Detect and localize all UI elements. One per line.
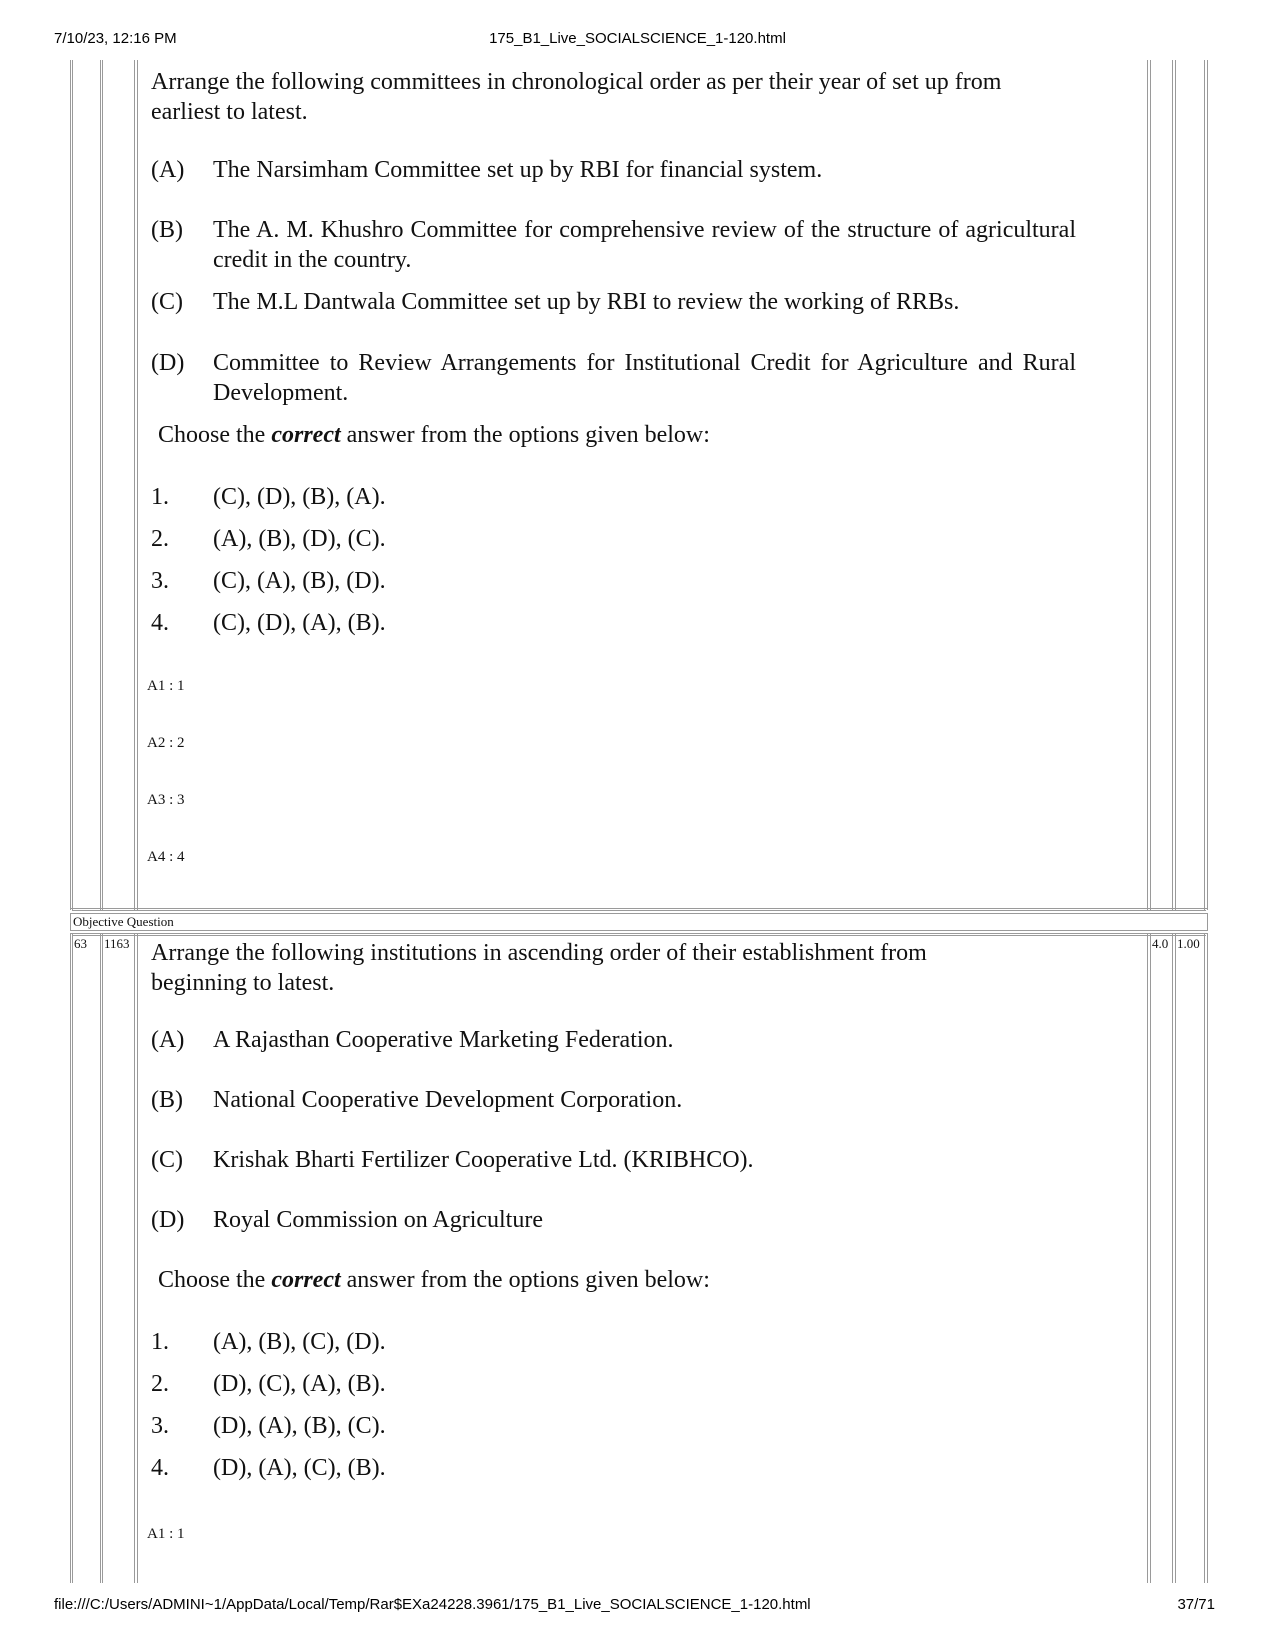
choose-text: Choose the <box>158 1267 272 1293</box>
option-1 <box>151 482 1076 512</box>
marks: 4.0 <box>1152 936 1169 951</box>
option-number: 1. <box>151 484 169 510</box>
option-2 <box>151 524 1076 554</box>
section-label: Objective Question <box>73 914 174 929</box>
choose-instruction <box>151 420 1076 450</box>
answer-key-2: A2 : 2 <box>147 735 185 751</box>
answer-key-1: A1 : 1 <box>147 678 185 694</box>
statement-text: A Rajasthan Cooperative Marketing Federation. <box>213 1027 674 1053</box>
file-path: file:///C:/Users/ADMINI~1/AppData/Local/Temp/Rar$EXa24228.3961/175_B1_Live_SOCIALSCIENCE_1-120.html <box>54 1596 811 1613</box>
option-text: (C), (D), (B), (A). <box>213 484 386 510</box>
question-2 <box>151 938 1011 998</box>
statement-label: (D) <box>151 1207 185 1233</box>
option-4 <box>151 608 1076 638</box>
choose-text: answer from the options given below: <box>340 1267 710 1293</box>
statement-c <box>151 287 1076 317</box>
option-text: (A), (B), (D), (C). <box>213 526 386 552</box>
question-id: 1163 <box>104 936 130 951</box>
question-stem: Arrange the following institutions in ascending order of their establishment from beginning to latest. <box>151 940 927 996</box>
question-1 <box>151 67 1076 127</box>
statement-b <box>151 215 1076 275</box>
statement-label: (A) <box>151 1027 185 1053</box>
option-1 <box>151 1327 1076 1357</box>
option-number: 2. <box>151 1371 169 1397</box>
choose-text: answer from the options given below: <box>340 422 710 448</box>
option-4 <box>151 1453 1076 1483</box>
answer-key-3: A3 : 3 <box>147 792 185 808</box>
option-number: 1. <box>151 1329 169 1355</box>
option-text: (C), (A), (B), (D). <box>213 568 386 594</box>
option-2 <box>151 1369 1076 1399</box>
statement-a <box>151 155 1076 185</box>
option-number: 4. <box>151 1455 169 1481</box>
statement-label: (D) <box>151 350 185 376</box>
answer-key-4: A4 : 4 <box>147 849 185 865</box>
statement-label: (A) <box>151 157 185 183</box>
statement-text: The M.L Dantwala Committee set up by RBI to review the working of RRBs. <box>213 289 960 315</box>
statement-d <box>151 348 1076 408</box>
option-text: (D), (C), (A), (B). <box>213 1371 386 1397</box>
statement-text: The A. M. Khushro Committee for comprehensive review of the structure of agricultural credit in the country. <box>213 217 1076 273</box>
statement-label: (C) <box>151 289 183 315</box>
statement-a <box>151 1025 1076 1055</box>
option-text: (C), (D), (A), (B). <box>213 610 386 636</box>
statement-text: National Cooperative Development Corporation. <box>213 1087 683 1113</box>
choose-emphasis: correct <box>271 422 341 448</box>
statement-text: The Narsimham Committee set up by RBI for financial system. <box>213 157 823 183</box>
option-number: 4. <box>151 610 169 636</box>
negative-marks: 1.00 <box>1177 936 1200 951</box>
statement-text: Krishak Bharti Fertilizer Cooperative Ltd. (KRIBHCO). <box>213 1147 754 1173</box>
statement-d <box>151 1205 1076 1235</box>
page-number: 37/71 <box>1177 1596 1215 1613</box>
choose-instruction <box>151 1265 1076 1295</box>
option-text: (D), (A), (B), (C). <box>213 1413 386 1439</box>
choose-text: Choose the <box>158 422 272 448</box>
option-number: 3. <box>151 568 169 594</box>
choose-emphasis: correct <box>271 1267 341 1293</box>
option-3 <box>151 566 1076 596</box>
document-title: 175_B1_Live_SOCIALSCIENCE_1-120.html <box>489 30 786 47</box>
statement-label: (B) <box>151 1087 183 1113</box>
statement-b <box>151 1085 1076 1115</box>
statement-text: Royal Commission on Agriculture <box>213 1207 543 1233</box>
statement-label: (B) <box>151 217 183 243</box>
option-number: 3. <box>151 1413 169 1439</box>
serial-number: 63 <box>74 936 87 951</box>
print-datetime: 7/10/23, 12:16 PM <box>54 30 177 47</box>
option-text: (D), (A), (C), (B). <box>213 1455 386 1481</box>
statement-text: Committee to Review Arrangements for Institutional Credit for Agriculture and Rural Development. <box>213 350 1076 406</box>
statement-c <box>151 1145 1076 1175</box>
statement-label: (C) <box>151 1147 183 1173</box>
option-text: (A), (B), (C), (D). <box>213 1329 386 1355</box>
option-number: 2. <box>151 526 169 552</box>
question-stem: Arrange the following committees in chronological order as per their year of set up from earliest to latest. <box>151 69 1002 125</box>
option-3 <box>151 1411 1076 1441</box>
answer-key-1: A1 : 1 <box>147 1526 185 1542</box>
